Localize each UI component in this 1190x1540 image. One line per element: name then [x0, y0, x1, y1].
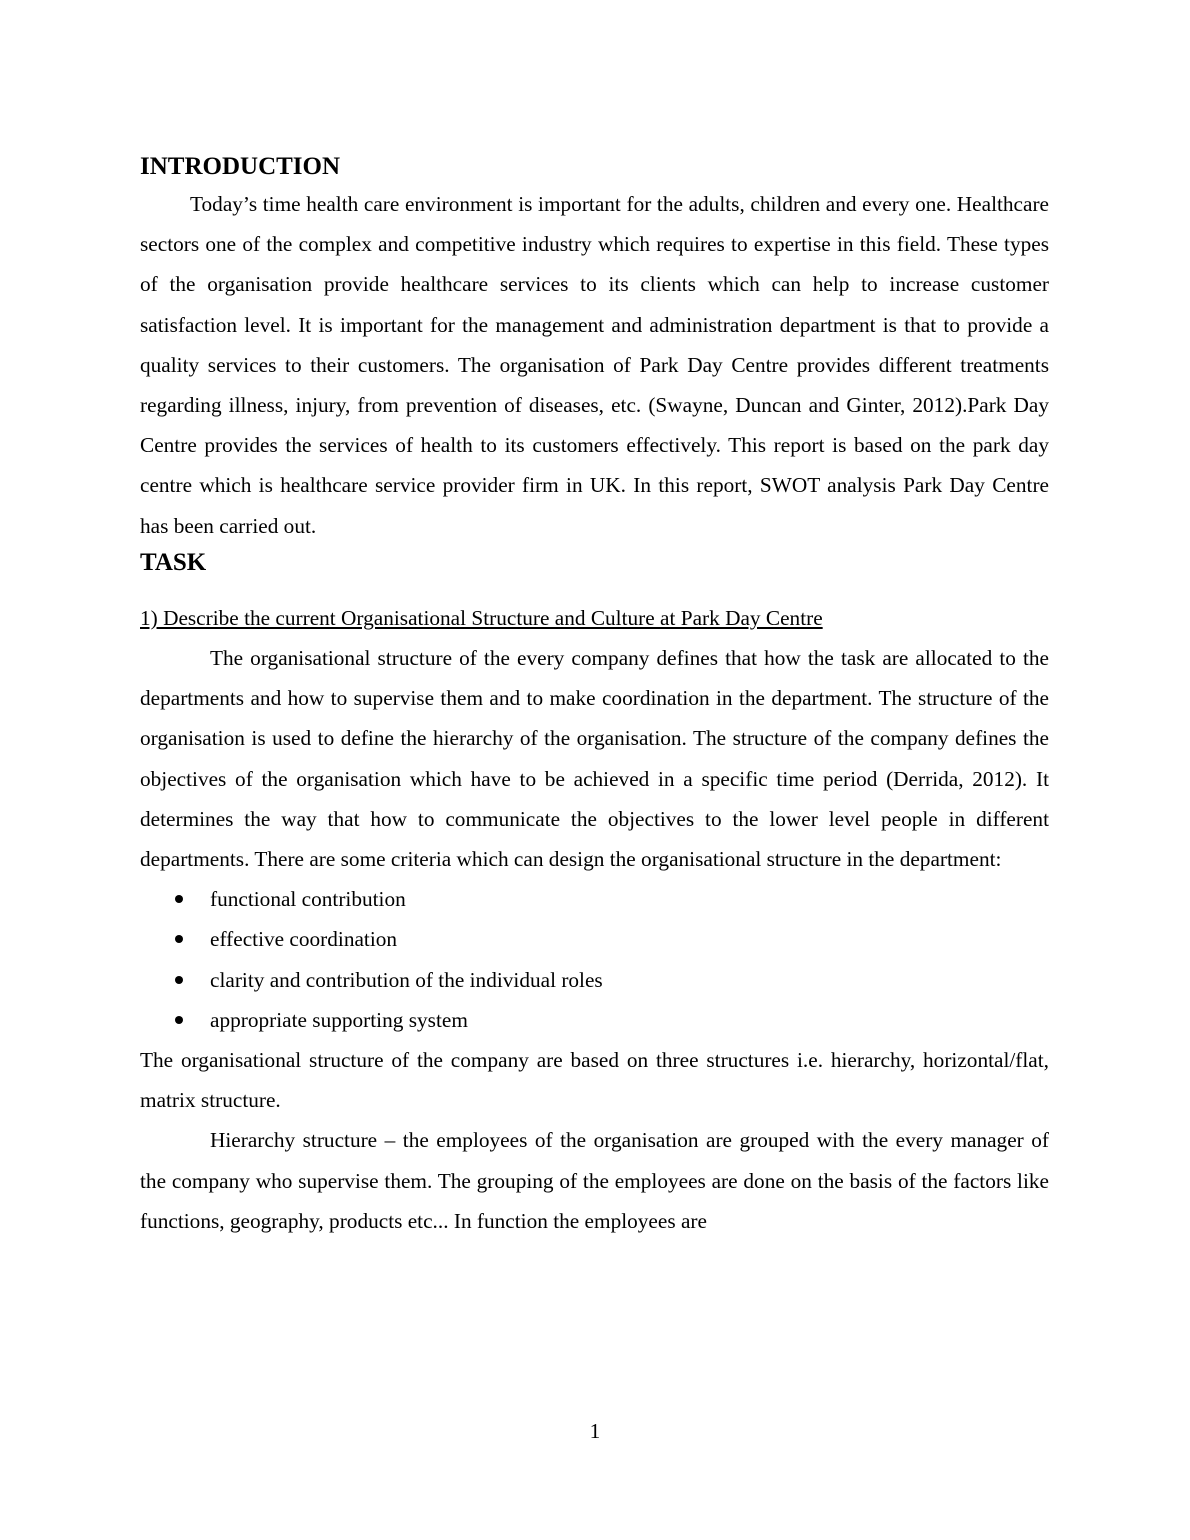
page-content: [140, 150, 1049, 1241]
list-item: [140, 1000, 1049, 1040]
list-item: [140, 919, 1049, 959]
task-subheading: 1) Describe the current Organisational Structure and Culture at Park Day Centre: [140, 605, 823, 630]
hierarchy-paragraph: Hierarchy structure – the employees of the organisation are grouped with the every manager of the company who supervise them. The grouping of the employees are done on the basis of the factors like functions, geography, products etc... In function the employees are: [140, 1128, 1049, 1233]
list-item: [140, 879, 1049, 919]
introduction-paragraph: Today’s time health care environment is important for the adults, children and every one. Healthcare sectors one of the complex and competitive industry which requires to expertise in this field. These types of the organisation provide healthcare services to its clients which can help to increase customer satisfaction level. It is important for the management and administration department is that to provide a quality services to their customers. The organisation of Park Day Centre provides different treatments regarding illness, injury, from prevention of diseases, etc. (Swayne, Duncan and Ginter, 2012).Park Day Centre provides the services of health to its customers effectively. This report is based on the park day centre which is healthcare service provider firm in UK. In this report, SWOT analysis Park Day Centre has been carried out.: [140, 192, 1049, 538]
bullet-icon: [175, 1016, 183, 1024]
criteria-list: [140, 879, 1049, 1040]
list-item: [140, 960, 1049, 1000]
introduction-heading: INTRODUCTION: [140, 153, 341, 180]
bullet-icon: [175, 895, 183, 903]
list-item-text: appropriate supporting system: [210, 1007, 468, 1032]
bullet-icon: [175, 976, 183, 984]
list-item-text: functional contribution: [210, 887, 406, 912]
list-item-text: clarity and contribution of the individual roles: [210, 967, 603, 992]
bullet-icon: [175, 935, 183, 943]
structures-paragraph: The organisational structure of the company are based on three structures i.e. hierarchy, horizontal/flat, matrix structure.: [140, 1048, 1049, 1113]
page-number: 1: [589, 1419, 601, 1443]
task-heading: TASK: [140, 548, 207, 576]
list-item-text: effective coordination: [210, 927, 398, 952]
structure-paragraph: The organisational structure of the every company defines that how the task are allocated to the departments and how to supervise them and to make coordination in the department. The structure of the organisation is used to define the hierarchy of the organisation. The structure of the company defines the objectives of the organisation which have to be achieved in a specific time period (Derrida, 2012). It determines the way that how to communicate the objectives to the lower level people in different departments. There are some criteria which can design the organisational structure in the department:: [140, 646, 1049, 872]
